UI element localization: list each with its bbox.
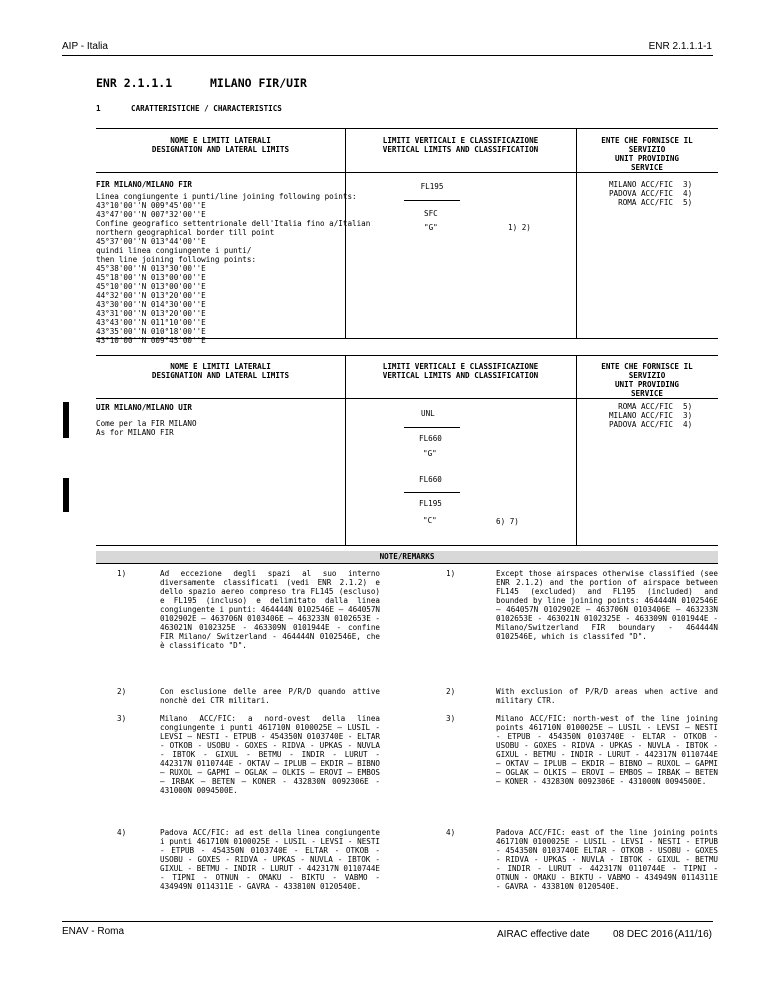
- footer-effective-date: 08 DEC 2016: [613, 929, 674, 940]
- footer-left: ENAV - Roma: [62, 926, 125, 937]
- col3-header: ENTE CHE FORNISCE IL SERVIZIO UNIT PROVIDING SERVICE: [601, 362, 693, 398]
- remarks-title: NOTE/REMARKS: [379, 552, 435, 561]
- remarks-rule: [96, 563, 718, 564]
- fir-lower-limit: SFC: [424, 209, 438, 218]
- uir-layer2-class: "C": [423, 516, 437, 525]
- note-number: 1): [446, 569, 456, 578]
- header-bottom-rule: [96, 172, 718, 173]
- note-number: 4): [446, 828, 456, 837]
- title-code: ENR 2.1.1.1: [96, 76, 173, 90]
- table-bottom-rule: [96, 545, 718, 546]
- col2-header: LIMITI VERTICALI E CLASSIFICAZIONE VERTICAL LIMITS AND CLASSIFICATION: [382, 136, 539, 154]
- note-text-en: Milano ACC/FIC: north-west of the line joining points 461710N 0100025E – LUSIL - LEVSI – NESTI - ETPUB - 454350N 0103740E - ELTAR - OTKOB - USOBU - GOXES - RIDVA - UPKAS - NUVLA - IBTOK - GIXUL - BETMU - INDIR - LURUT - 442317N 0110744E – OKTAV – IPLUB – EKDIR – BIBNO – RUXOL – GAPMI – OGLAK – OLKIS – EROVI – EMBOS – IRBAK – BETEN – KONER - 432830N 0092306E - 431000N 0094500E.: [496, 714, 718, 786]
- uir-layer1-lower: FL660: [419, 434, 442, 443]
- header-rule: [62, 55, 713, 56]
- uir-notes-ref: 6) 7): [496, 517, 519, 526]
- fir-unit-notes: 3) 4) 5): [683, 180, 693, 207]
- note-number: 1): [117, 569, 127, 578]
- fir-units: MILANO ACC/FIC PADOVA ACC/FIC ROMA ACC/FIC: [608, 180, 673, 207]
- section-number: 1: [96, 104, 101, 113]
- uir-layer2-upper: FL660: [419, 475, 442, 484]
- note-text-en: With exclusion of P/R/D areas when active and military CTR.: [496, 687, 718, 705]
- fir-airspace-class: "G": [424, 223, 438, 232]
- title-name: MILANO FIR/UIR: [210, 76, 307, 90]
- note-number: 3): [446, 714, 456, 723]
- fir-upper-limit: FL195: [420, 182, 444, 191]
- note-number: 2): [446, 687, 456, 696]
- header-bottom-rule: [96, 398, 718, 399]
- footer-amendment: (A11/16): [674, 929, 712, 940]
- note-number: 4): [117, 828, 127, 837]
- col2-header: LIMITI VERTICALI E CLASSIFICAZIONE VERTICAL LIMITS AND CLASSIFICATION: [382, 362, 539, 380]
- uir-layer1-upper: UNL: [421, 409, 435, 418]
- col3-header: ENTE CHE FORNISCE IL SERVIZIO UNIT PROVIDING SERVICE: [601, 136, 693, 172]
- footer-effective-label: AIRAC effective date: [497, 929, 590, 940]
- header-left: AIP - Italia: [62, 41, 108, 52]
- table-top-rule: [96, 128, 718, 129]
- limit-separator: [404, 427, 460, 428]
- fir-title: FIR MILANO/MILANO FIR: [96, 180, 193, 189]
- col1-header: NOME E LIMITI LATERALI DESIGNATION AND LATERAL LIMITS: [151, 136, 290, 154]
- note-number: 2): [117, 687, 127, 696]
- section-title: CARATTERISTICHE / CHARACTERISTICS: [131, 104, 282, 113]
- uir-description: Come per la FIR MILANO As for MILANO FIR: [96, 419, 197, 437]
- uir-layer1-class: "G": [423, 449, 437, 458]
- header-right: ENR 2.1.1.1-1: [648, 41, 712, 52]
- table-top-rule: [96, 355, 718, 356]
- note-text-en: Padova ACC/FIC: east of the line joining points 461710N 0100025E - LUSIL - LEVSI - NESTI - ETPUB - 454350N 0103740E ELTAR - OTKOB - USOBU - GOXES - RIDVA - UPKAS - NUVLA - IBTOK - GIXUL - BETMU - INDIR - LURUT - 442317N 0110744E - TIPNI - OTNUN - OMAKU - BIKTU - VABMO - 434949N 0114311E - GAVRA - 433810N 0120540E.: [496, 828, 718, 891]
- note-text-it: Ad eccezione degli spazi al suo interno diversamente classificati (vedi ENR 2.1.2) e dello spazio aereo compreso tra FL145 (escluso) e FL195 (incluso) e delimitato dalla linea congiungente i punti: 464444N 0102546E – 464057N 0102902E – 463706N 0103406E – 463233N 0102653E - 463021N 0102325E - 463309N 0101944E - confine FIR Milano/ Switzerland - 464444N 0102546E, che è classificato "D".: [160, 569, 380, 650]
- note-number: 3): [117, 714, 127, 723]
- uir-unit-notes: 5) 3) 4): [683, 402, 693, 429]
- note-text-en: Except those airspaces otherwise classified (see ENR 2.1.2) and the portion of airspace between FL145 (excluded) and FL195 (included) and bounded by line joining points: 464444N 0102546E – 464057N 0102902E – 463706N 0103406E – 463233N 0102653E - 463021N 0102325E - 463309N 0101944E - Milano/Switzerland FIR boundary - 464444N 0102546E, which is classifed "D".: [496, 569, 718, 641]
- fir-notes-ref: 1) 2): [508, 223, 531, 232]
- uir-layer2-lower: FL195: [419, 499, 442, 508]
- table-bottom-rule: [96, 338, 718, 339]
- note-text-it: Con esclusione delle aree P/R/D quando attive nonchè dei CTR militari.: [160, 687, 380, 705]
- change-bar: [63, 402, 69, 438]
- change-bar: [63, 478, 69, 512]
- uir-title: UIR MILANO/MILANO UIR: [96, 403, 193, 412]
- col-divider: [345, 355, 346, 545]
- limit-separator: [404, 200, 460, 201]
- note-text-it: Milano ACC/FIC: a nord-ovest della linea congiungente i punti 461710N 0100025E – LUSIL - LEVSI – NESTI - ETPUB - 454350N 0103740E - ELTAR - OTKOB - USOBU - GOXES - RIDVA - UPKAS - NUVLA - IBTOK - GIXUL - BETMU - INDIR - LURUT - 442317N 0110744E - OKTAV – IPLUB – EKDIR – BIBNO – RUXOL – GAPMI – OGLAK – OLKIS – EROVI – EMBOS – IRBAK – BETEN – KONER - 432830N 0092306E - 431000N 0094500E.: [160, 714, 380, 795]
- col1-header: NOME E LIMITI LATERALI DESIGNATION AND LATERAL LIMITS: [151, 362, 290, 380]
- uir-units: ROMA ACC/FIC MILANO ACC/FIC PADOVA ACC/FIC: [608, 402, 673, 429]
- fir-description: Linea congiungente i punti/line joining following points: 43°10'00''N 009°45'00''E 43°47'00''N 007°32'00''E Confine geografico settentrionale dell'Italia fino a/Italian northern geographical border till point 45°37'00''N 013°44'00''E quindi linea congiungente i punti/ then line joining following points: 45°38'00''N 013°30'00''E 45°18'00''N 013°00'00''E 45°10'00''N 013°00'00''E 44°32'00''N 013°20'00''E 43°30'00''N 014°30'00''E 43°31'00''N 013°20'00''E 43°43'00''N 011°10'00''E 43°35'00''N 010°18'00''E 43°10'00''N 009°45'00''E: [96, 192, 371, 345]
- limit-separator: [404, 492, 460, 493]
- note-text-it: Padova ACC/FIC: ad est della linea congiungente i punti 461710N 0100025E - LUSIL - LEVSI - NESTI - ETPUB - 454350N 0103740E - ELTAR - OTKOB - USOBU - GOXES - RIDVA - UPKAS - NUVLA - IBTOK - GIXUL - BETMU - INDIR - LURUT - 442317N 0110744E - TIPNI - OTNUN - OMAKU - BIKTU - VABMO - 434949N 0114311E - GAVRA - 433810N 0120540E.: [160, 828, 380, 891]
- footer-rule: [62, 921, 713, 922]
